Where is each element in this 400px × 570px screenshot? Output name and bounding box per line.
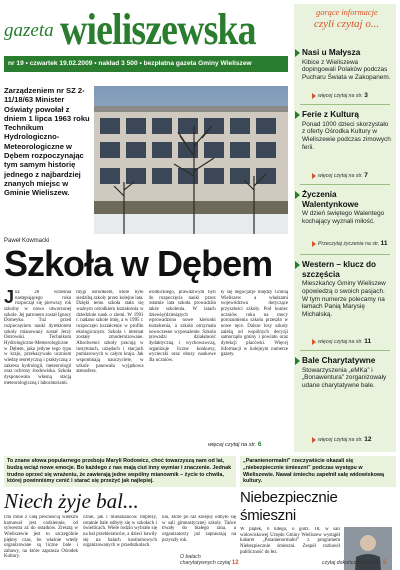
sidebar-ref-text: więcej czytaj na str. (318, 339, 363, 345)
article-column-2: mygi ośrodkiem, które było siedzibą szkoły przez kolejne lata. Dzięki temu szkoła stała się ważnym ośrodkiem kształcenia w dziedzinie nauk o ziemi. W 1991 r. nadano szkole imię, a w 1995 r. rozpoczęto kształcenie w profilu ekologicznym. Szkoła i internat zostały zmodernizowane. Absolwenci szkoły pracują w instytutach, urzędach i stacjach pomiarowych w całym kraju. Jak wspominają nauczyciele, w szkole panowała wyjątkowa atmosfera. (76, 290, 144, 375)
kabaret-ref-page: 5 (382, 560, 387, 566)
article-continue-page: 6 (257, 441, 262, 448)
lead-summary-text: Zarządzeniem nr SZ 2-11/18/63 Minister Oświaty powołał z dniem 1 lipca 1963 roku Technikum Hydrologiczno-Meteorologiczne w Dębem rozpoczynając tym samym historię jednego z najbardziej znanych miejsc w Gminie Wieliszew. (4, 86, 90, 198)
sidebar-item-text: W dzień świętego Walentego kochający wyznali miłość. (302, 210, 385, 225)
sidebar-item-text: Mieszkańcy Gminy Wieliszew opowiedzą o swoich pasjach. W tym numerze polecamy na łamach Panią Marysię Michalską. (302, 280, 386, 319)
sidebar-item-ferie[interactable] (302, 110, 392, 152)
bullet-icon (295, 261, 300, 269)
sidebar-item-walentynki[interactable] (302, 190, 392, 226)
kabaret-ref-link[interactable] (322, 560, 386, 566)
sidebar-ref-text: więcej czytaj na str. (318, 437, 363, 443)
sidebar-header-line1: gorące informacje (316, 8, 378, 17)
kabaret-text: W piątek, 6 lutego, o godz. 18, w sali widowiskowej Urzędu Gminy Wieliszew wystąpił kabaret „Paranienormalni” z programem Niebezpiecznie śmieszni. Zespół rozbawił publiczność do łez. (240, 527, 340, 555)
bottom-section (0, 452, 400, 570)
bullet-icon (295, 357, 300, 365)
article-column-1-text: uż 28 września następującego roku rozpoczął się pierwszy rok szkolny w nowo utworzonej szkole. Jej patronem został Ignacy Domeyko. Tuż przed rozpoczęciem nauki dyrektorem szkoły mianowany został Jerzy Ostrowski. Technikum Hydrologiczno-Meteorologiczne w Dębem, jako jedyne tego typu w kraju, przekazywało uczniom wiedzę teoretyczną i praktyczną z zakresu hydrologii, meteorologii oraz ochrony środowiska. Szkoła dysponowała własną stacją meteorologiczną i laboratoriami. (4, 290, 72, 386)
sidebar-ref-text: więcej czytaj na str. (318, 93, 363, 99)
issue-line: nr 19 • czwartek 19.02.2009 • nakład 3 500 • bezpłatna gazeta Gminy Wieliszew (4, 56, 288, 72)
masthead (4, 4, 288, 80)
article-column-3: wodnickiego, prawdziwym byli do rozpoczęcia nauki przez ostatnie lata szkoła prowadziła także szkolenia. W latach dziewięćdziesiątych wprowadzono nowe kierunki kształcenia, a szkoła otrzymała nowoczesne wyposażenie. Szkoła prowadzi działalność dydaktyczną i wychowawczą, organizuje liczne konkursy, wycieczki oraz obozy naukowe dla uczniów. (148, 290, 216, 363)
sidebar-item-title: Bale Charytatywne (302, 356, 376, 365)
bullet-icon (295, 111, 300, 119)
bal-title: Niech żyje bal... (4, 489, 139, 514)
bal-ref-line1: O balach (180, 554, 201, 560)
sidebar-item-title: Western – klucz do szczęścia (302, 260, 377, 279)
bal-column-1: Dla mnie z całą pewnością wielkim karnawał jest codziennie, od sylwestra aż do ostatków. Zresztą w Wieliszewie jest to szczególnie piękny czas, bo właśnie wtedy organizowane są liczne bale i zabawy, na które zaprasza Ośrodek Kultury. (4, 515, 78, 560)
sidebar-item-text: Ponad 1000 dzieci skorzystało z oferty Ośrodka Kultury w Wieliszewie podczas zimowych ferii. (302, 120, 391, 151)
bal-ref-link[interactable] (180, 554, 239, 566)
sidebar-ref-page: 12 (364, 436, 372, 443)
bullet-icon (295, 191, 300, 199)
sidebar-divider (300, 254, 390, 255)
sidebar-divider (300, 104, 390, 105)
sidebar-item-malysz[interactable] (302, 48, 392, 82)
article-column-4: ły się negocjacje między Gminą Wieliszew a władzami województwa dotyczące przyszłości szkoły. Pod koniec uczniów roku na mocy porozumienia szkoła przeszła w nowe ręce. Dalsze losy szkoły zależą od wspólnych decyzji samorządu gminy i powiatu oraz dyrekcji placówki. Więcej informacji w kolejnym numerze gazety. (220, 290, 288, 358)
sidebar-item-text: Kibice z Wieliszewa dopingowali Polaków podczas Pucharu Świata w Zakopanem. (302, 58, 391, 82)
lead-summary (4, 86, 90, 198)
bal-intro: To znane słowa popularnego przeboju Maryli Rodowicz, choć towarzyszą nam od lat, budzą wciąż nowe emocje. Bo każdego z nas mają ciut inny wymiar i znaczenie. Jednak trudno oprzeć się wrażeniu, że zawierają jedne wspólny mianownik – życie to chwila, której powinniśmy cenić i starać się przeżyć jak najlepiej. (4, 456, 236, 487)
newspaper-title (4, 5, 288, 54)
article-column-1 (4, 290, 71, 448)
sidebar-divider (300, 350, 390, 351)
kabaret-intro: „Paranienormalni” rzeczywiście okazali się „niebezpiecznie śmieszni” podczas występu w Wieliszewie. Nawał śmiechu zapełnił salę widowiskową kultury. (240, 456, 396, 487)
sidebar-ref-page: 11 (364, 338, 372, 345)
title-small: gazeta (4, 20, 54, 41)
dropcap: J (4, 290, 15, 307)
arrow-icon (312, 339, 316, 345)
sidebar-ref-text: Przeczytaj życzenia na str. (318, 241, 380, 247)
hot-news-sidebar (294, 4, 396, 452)
sidebar-ref-bale[interactable] (312, 436, 392, 443)
kabaret-title: Niebezpiecznie śmieszni (240, 489, 338, 525)
bal-column-3-text: niu, które po raz kolejny odbyło się w sali gimnastycznej szkoły. Tańce trwały do białego rana, a organizatorzy już zapraszają na przyszły rok. (162, 515, 236, 543)
title-big: wieliszewska (60, 5, 256, 54)
sidebar-ref-malysz[interactable] (312, 92, 392, 99)
article-continue-text: więcej czytaj na str. (208, 442, 257, 448)
arrow-icon (312, 241, 316, 247)
kabaret-article (240, 456, 396, 568)
bullet-icon (295, 49, 300, 57)
bal-ref-line2: charytatywnych czytaj (180, 560, 231, 566)
sidebar-item-text: Stowarzyszenia „eMKa” i „Bonawentura” zorganizowały udane charytatywne bale. (302, 366, 387, 390)
article-body (4, 290, 288, 448)
sidebar-ref-western[interactable] (312, 338, 392, 345)
arrow-icon (312, 93, 316, 99)
main-headline: Szkoła w Dębem (4, 243, 273, 284)
kabaret-ref-text: czytaj dokończenie na str. (322, 560, 382, 566)
sidebar-ref-page: 11 (380, 240, 388, 247)
sidebar-ref-page: 7 (364, 172, 368, 179)
sidebar-item-bale[interactable] (302, 356, 392, 390)
sidebar-ref-ferie[interactable] (312, 172, 392, 179)
article-continue-link[interactable] (208, 441, 261, 448)
sidebar-divider (300, 184, 390, 185)
sidebar-header-line2: czyli czytaj o... (314, 18, 380, 30)
school-photo (94, 86, 288, 234)
arrow-icon (312, 437, 316, 443)
arrow-icon (312, 173, 316, 179)
bal-article (4, 456, 239, 568)
school-building-image (94, 86, 288, 234)
bal-ref-page: 12 (231, 560, 239, 566)
sidebar-ref-walentynki[interactable] (312, 240, 392, 247)
sidebar-header (294, 4, 396, 44)
bal-column-2: cznie, jak i mieszkańców imprezy, ostatnie bale odbyły się w szkołach i świetlicach. Wiele rodzin wybrało się na bal przebierańców, a dzieci bawiły się na balach kostiumowych organizowanych w przedszkolach. (83, 515, 157, 549)
sidebar-ref-text: więcej czytaj na str. (318, 173, 363, 179)
photo-credit: Paweł Kowmacki (4, 238, 50, 244)
sidebar-item-title: Ferie z Kulturą (302, 110, 359, 119)
sidebar-item-title: Życzenia Walentynkowe (302, 190, 359, 209)
sidebar-item-title: Nasi u Małysza (302, 48, 361, 57)
sidebar-item-western[interactable] (302, 260, 392, 319)
sidebar-ref-page: 3 (364, 92, 368, 99)
